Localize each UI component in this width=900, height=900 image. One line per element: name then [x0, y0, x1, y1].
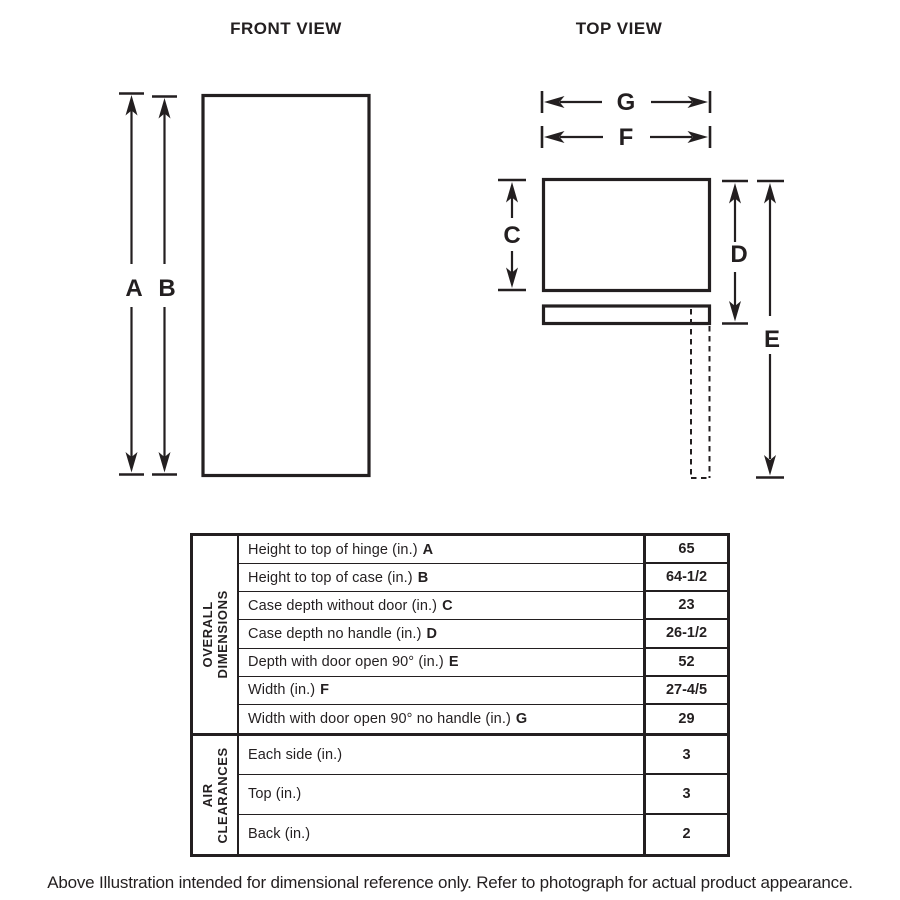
row-letter: C [442, 597, 453, 614]
row-label [239, 564, 643, 592]
dimension-arrow-d [722, 181, 748, 324]
section-label-line1: OVERALL [199, 601, 215, 668]
table-row [239, 620, 727, 648]
row-letter: D [426, 625, 438, 642]
row-label [239, 649, 643, 677]
row-label [239, 705, 643, 733]
row-letter: B [417, 569, 429, 586]
top-view-door-open-dashed [691, 309, 710, 478]
row-value: 29 [643, 705, 727, 733]
row-label [239, 815, 643, 854]
dim-label-b: B [158, 275, 176, 302]
row-value: 3 [643, 775, 727, 814]
row-value: 27-4/5 [643, 677, 727, 705]
front-view-cabinet-outline [203, 96, 369, 476]
row-label [239, 592, 643, 620]
row-value: 23 [643, 592, 727, 620]
air-clearances-header [193, 736, 239, 854]
row-label-text: Each side (in.) [248, 747, 343, 764]
air-clearances-rows [239, 736, 727, 854]
table-row [239, 815, 727, 854]
dimension-arrow-f [542, 124, 710, 151]
dimension-arrow-c [498, 180, 526, 290]
air-clearances-section [193, 733, 727, 854]
row-label-text: Case depth no handle (in.) [248, 625, 422, 642]
table-row [239, 677, 727, 705]
row-value: 64-1/2 [643, 564, 727, 592]
table-row [239, 564, 727, 592]
dim-label-f: F [618, 124, 634, 151]
row-label [239, 536, 643, 564]
table-row [239, 705, 727, 733]
section-label-line2: DIMENSIONS [215, 590, 230, 679]
dim-label-g: G [616, 89, 636, 116]
row-value: 52 [643, 649, 727, 677]
row-label-text: Height to top of hinge (in.) [248, 541, 418, 558]
section-label-line1: AIR [199, 782, 215, 808]
row-value: 3 [643, 736, 727, 775]
row-letter: G [515, 710, 528, 727]
table-row [239, 736, 727, 775]
overall-dimensions-header [193, 536, 239, 733]
overall-dimensions-section [193, 536, 727, 733]
top-view-case-outline [544, 180, 710, 291]
overall-dimensions-rows [239, 536, 727, 733]
row-label-text: Height to top of case (in.) [248, 569, 413, 586]
row-label-text: Back (in.) [248, 826, 311, 843]
row-letter: E [448, 654, 459, 671]
table-row [239, 592, 727, 620]
row-label-text: Width with door open 90° no handle (in.) [248, 710, 511, 727]
row-letter: F [320, 682, 330, 699]
row-label [239, 677, 643, 705]
top-view-title: TOP VIEW [575, 19, 663, 38]
row-label-text: Width (in.) [248, 682, 316, 699]
row-label-text: Depth with door open 90° (in.) [248, 654, 444, 671]
footer-disclaimer: Above Illustration intended for dimensional reference only. Refer to photograph for actual product appearance. [47, 873, 853, 892]
row-letter: A [422, 541, 434, 558]
row-label [239, 736, 643, 775]
row-value: 26-1/2 [643, 620, 727, 648]
dimensions-table [190, 533, 730, 857]
row-label [239, 775, 643, 814]
row-value: 2 [643, 815, 727, 854]
front-view-title: FRONT VIEW [230, 19, 342, 38]
dimension-arrow-b [152, 97, 177, 475]
table-row [239, 775, 727, 814]
row-label-text: Top (in.) [248, 786, 302, 803]
section-label-line2: CLEARANCES [215, 746, 231, 844]
dimension-arrow-e [756, 181, 784, 478]
dim-label-e: E [763, 326, 781, 353]
dim-label-d: D [730, 241, 748, 268]
dim-label-c: C [503, 222, 521, 249]
table-row [239, 536, 727, 564]
row-label [239, 620, 643, 648]
table-row [239, 649, 727, 677]
row-label-text: Case depth without door (in.) [248, 597, 438, 614]
dimension-arrow-a [119, 94, 144, 475]
dim-label-a: A [125, 275, 143, 302]
top-view-door-outline [544, 306, 710, 324]
dimension-arrow-g [542, 89, 710, 116]
row-value: 65 [643, 536, 727, 564]
